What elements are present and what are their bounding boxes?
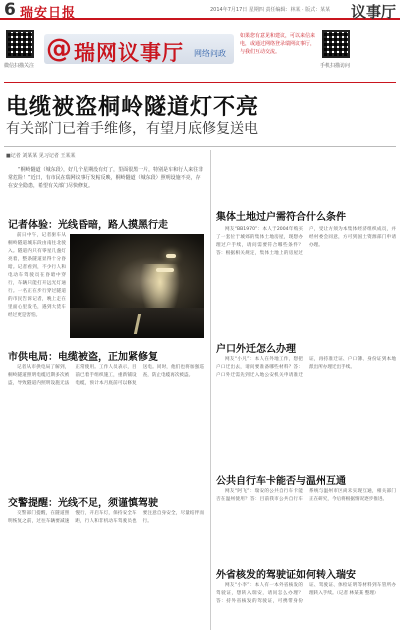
body-text: 交警部门提醒，在隧道照明恢复之前，过往车辆要减速慢行，开启车灯，保持安全车距，行人和非机动车驾驶员也要注意自身安全，尽量结伴而行。	[8, 511, 204, 524]
section-heading: 市供电局：电缆被盗，正加紧修复	[8, 352, 158, 363]
divider	[4, 82, 396, 83]
section-title: 议事厅	[350, 3, 396, 21]
page-number: 6	[4, 0, 16, 20]
section-heading: 公共自行车卡能否与温州互通	[216, 476, 346, 487]
headline: 电缆被盗桐岭隧道灯不亮	[6, 95, 260, 120]
section-heading: 记者体验：光线昏暗，路人摸黑行走	[8, 220, 168, 231]
body-text: 网友“小李”：本人有一本外省核发的驾驶证，想转入瑞安，请问怎么办理？答：持外省核发的驾驶证，可携带身份证、驾驶证、体检证明等材料到车管所办理转入手续。（记者 林某某 整理）	[216, 583, 396, 604]
body-text: 网友“小凡”：本人在外地工作，想把户口迁出去，请问要准备哪些材料？答：户口外迁需先到迁入地公安机关申请准迁证，再持准迁证、户口簿、身份证到本地派出所办理迁出手续。	[216, 357, 396, 378]
logo-text: 瑞网议事厅	[74, 41, 184, 65]
lamp-icon	[156, 268, 174, 272]
section-heading: 外省核发的驾驶证如何转入瑞安	[216, 570, 356, 581]
qr-code-icon	[6, 30, 34, 58]
body-text: 前日中午，记者驱车从桐岭隧道城东段由南往北驶入。隧道内只有零星几盏灯亮着，整条隧道显得十分昏暗。记者看到，不少行人和电动车驾驶员在昏暗中穿行，车辆只能打开远光灯通行。一名正在步行穿过隧道的市民告诉记者，晚上走在里面心里发毛，遇到大货车经过更是害怕。	[8, 233, 66, 318]
section-heading: 集体土地过户需符合什么条件	[216, 212, 346, 223]
masthead	[0, 0, 400, 20]
body-text: 网友“阿飞”：瑞安的公共自行车卡能否在温州使用？答：目前我市公共自行车系统与温州市区尚未实现互通，相关部门正在研究，今后将根据情况逐步推进。	[216, 489, 396, 502]
site-logo	[44, 34, 234, 64]
tunnel-photo	[70, 234, 204, 338]
banner-note: 如果您有意见和建议，可以来信来电，或通过网络登录瑞网议事厅，与我们互动交流。	[240, 33, 316, 55]
divider	[4, 146, 396, 147]
qr-caption-left: 微信扫描关注	[4, 63, 35, 69]
newspaper-name: 瑞安日报	[20, 6, 77, 21]
lamp-icon	[166, 254, 176, 258]
lead-paragraph: “桐岭隧道（城东段），好几个星期没有灯了，里面很黑一片，特别是车和行人来往非常危险！”近日，有市民在瑞网议事厅发帖反映，桐岭隧道（城东段）照明设施不亮，存在安全隐患，希望有关部门尽快修复。	[8, 167, 204, 189]
logo-subtitle: 网络问政	[194, 49, 226, 58]
body-text: 记者从市供电局了解到，桐岭隧道照明电缆近期多次被盗，导致隧道内照明设施无法正常使用。工作人员表示，目前已着手组织施工，重新铺设电缆，预计本月底前可以修复送电。同时，他们也将加强巡查，防止电缆再次被盗。	[8, 365, 204, 386]
column-divider	[210, 150, 211, 630]
qr-caption-right: 手机扫描访问	[320, 63, 351, 69]
at-sign-icon: @	[46, 34, 72, 64]
byline: ■记者 刘某某 见习记者 王某某	[6, 153, 76, 159]
section-heading: 交警提醒：光线不足，须谨慎驾驶	[8, 498, 158, 509]
date-line: 2014年7月17日 星期四 责任编辑：林某 · 版式：某某	[210, 7, 331, 13]
body-text: 网友“BB1970”：本人于2004年购买了一套位于城郊的集体土地房屋，现想办理过户手续，请问需要符合哪些条件？答：根据相关规定，集体土地上的房屋过户，受让方须为本集体经济组织成员，并经村委会同意，方可到国土资源部门申请办理。	[216, 227, 396, 256]
subheadline: 有关部门已着手维修，有望月底修复送电	[6, 121, 258, 137]
section-heading: 户口外迁怎么办理	[216, 344, 296, 355]
banner	[0, 24, 400, 74]
qr-code-icon	[322, 30, 350, 58]
